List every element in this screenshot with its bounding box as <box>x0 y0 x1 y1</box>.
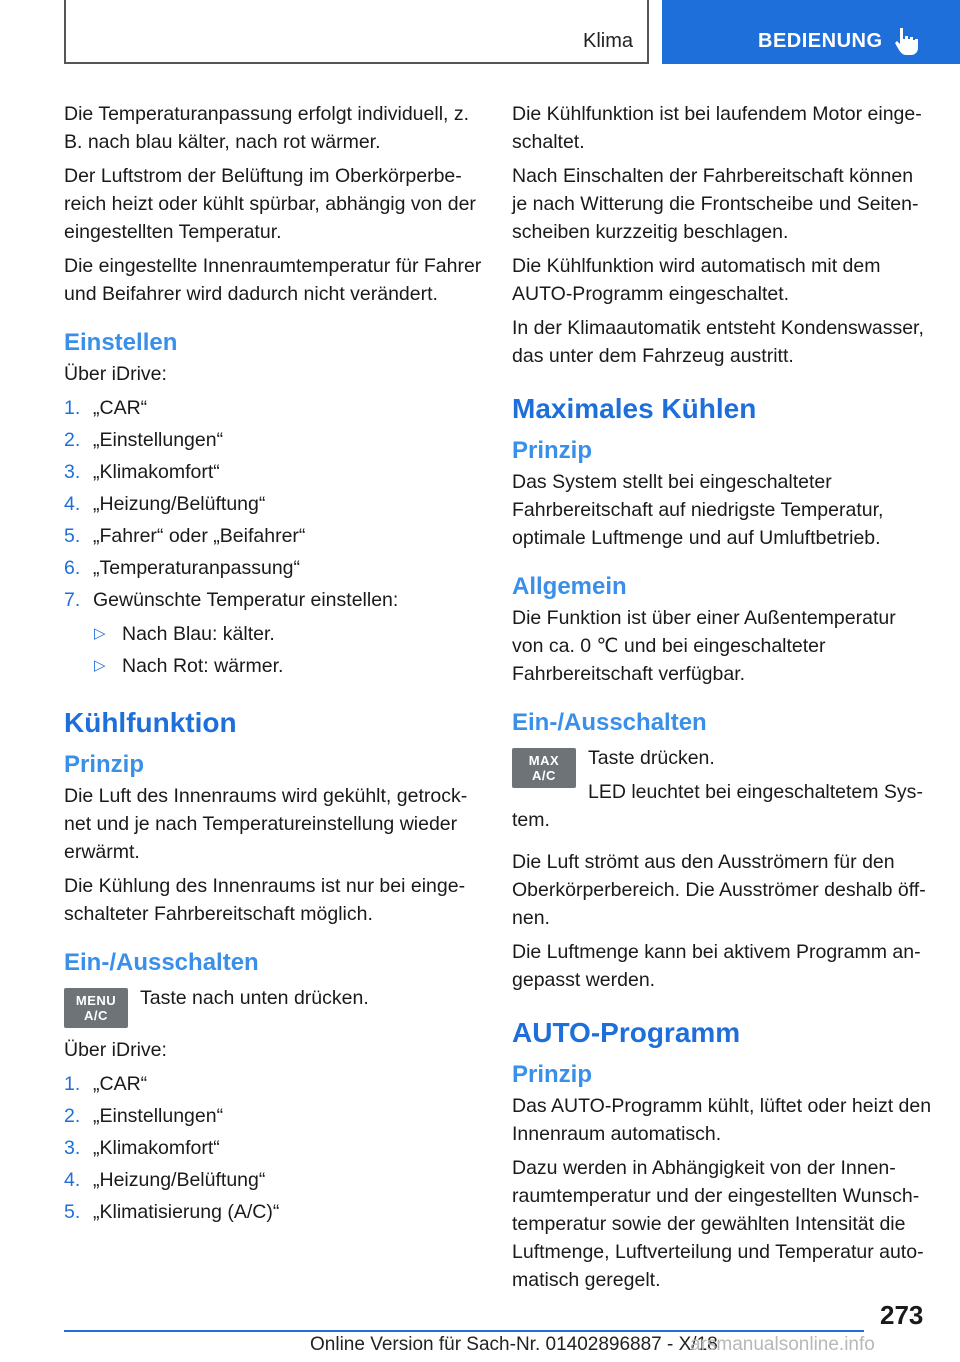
hand-pointer-icon <box>894 26 920 56</box>
list-item: 7. Gewünschte Temperatur einstellen: <box>64 589 399 611</box>
paragraph: Die Funktion ist über einer Außentemperatur von ca. 0 ℃ und bei eingeschalteter Fahrbereitschaft verfügbar. <box>512 607 896 685</box>
heading-allgemein: Allgemein <box>512 573 627 600</box>
list-item: 1. „CAR“ <box>64 397 148 419</box>
heading-kuehlfunktion: Kühlfunktion <box>64 707 237 738</box>
heading-prinzip: Prinzip <box>512 1061 593 1088</box>
right-column <box>512 100 932 1300</box>
paragraph: Die Kühlung des Innenraums ist nur bei eingeschalteter Fahrbereitschaft möglich. <box>64 875 466 925</box>
chapter-box <box>64 0 649 64</box>
heading-prinzip: Prinzip <box>512 437 593 464</box>
button-instruction <box>512 744 932 840</box>
paragraph: Die Luftmenge kann bei aktivem Programm angepasst werden. <box>512 941 921 991</box>
paragraph: Die Temperaturanpassung erfolgt individuell, z. B. nach blau kälter, nach rot wärmer. <box>64 103 470 153</box>
heading-auto-programm: AUTO-Programm <box>512 1017 741 1048</box>
paragraph: Die Kühlfunktion ist bei laufendem Motor eingeschaltet. <box>512 103 922 153</box>
max-ac-button-image: MAX A/C <box>512 748 576 788</box>
paragraph: Taste nach unten drücken. <box>140 987 369 1009</box>
list-item: 5. „Klimatisierung (A/C)“ <box>64 1201 280 1223</box>
list-item: 3. „Klimakomfort“ <box>64 461 220 483</box>
paragraph: Das System stellt bei eingeschalteter Fahrbereitschaft auf niedrigste Temperatur, optimale Luftmenge und auf Umluftbetrieb. <box>512 471 884 549</box>
heading-prinzip: Prinzip <box>64 751 145 778</box>
footer-divider <box>64 1330 864 1332</box>
paragraph: Über iDrive: <box>64 363 167 385</box>
footer-version: Online Version für Sach-Nr. 01402896887 - X/18 <box>310 1334 718 1355</box>
paragraph: Der Luftstrom der Belüftung im Oberkörperbereich heizt oder kühlt spürbar, abhängig von der eingestellten Temperatur. <box>64 165 476 243</box>
page-number: 273 <box>880 1300 924 1330</box>
paragraph: Das AUTO-Programm kühlt, lüftet oder heizt den Innenraum automatisch. <box>512 1095 932 1145</box>
list-item: 2. „Einstellungen“ <box>64 429 224 451</box>
triangle-bullet-icon: ▷ <box>94 625 106 642</box>
paragraph: Dazu werden in Abhängigkeit von der Innenraumtemperatur und der eingestellten Wunschtemperatur sowie der gewählten Intensität die Luftmenge, Luftverteilung und Temperatur automatisch geregelt. <box>512 1157 924 1291</box>
section-tab[interactable] <box>662 0 960 64</box>
paragraph: Nach Einschalten der Fahrbereitschaft können je nach Witterung die Frontscheibe und Seitenscheiben kurzzeitig beschlagen. <box>512 165 919 243</box>
paragraph: Die eingestellte Innenraumtemperatur für Fahrer und Beifahrer wird dadurch nicht verändert. <box>64 255 482 305</box>
list-item: 2. „Einstellungen“ <box>64 1105 224 1127</box>
paragraph: Taste drücken. <box>588 747 715 769</box>
heading-einstellen: Einstellen <box>64 329 178 356</box>
list-item: 4. „Heizung/Belüftung“ <box>64 1169 266 1191</box>
menu-ac-button-image: MENU A/C <box>64 988 128 1028</box>
list-item: 3. „Klimakomfort“ <box>64 1137 220 1159</box>
heading-ein-ausschalten: Ein-/Ausschalten <box>64 949 259 976</box>
step-list-einstellen <box>64 394 484 618</box>
paragraph: Über iDrive: <box>64 1039 167 1061</box>
triangle-bullet-icon: ▷ <box>94 657 106 674</box>
list-item: 4. „Heizung/Belüftung“ <box>64 493 266 515</box>
section-title: BEDIENUNG <box>758 30 883 52</box>
paragraph: Die Luft strömt aus den Ausströmern für den Oberkörperbereich. Die Ausströmer deshalb öffnen. <box>512 851 926 929</box>
chapter-title: Klima <box>582 30 633 52</box>
paragraph: In der Klimaautomatik entsteht Kondenswasser, das unter dem Fahrzeug austritt. <box>512 317 924 367</box>
list-item: 1. „CAR“ <box>64 1073 148 1095</box>
watermark: arsmanualsonline.info <box>690 1334 875 1355</box>
list-item: 5. „Fahrer“ oder „Beifahrer“ <box>64 525 306 547</box>
paragraph: Die Kühlfunktion wird automatisch mit dem AUTO-Programm eingeschaltet. <box>512 255 881 305</box>
heading-ein-ausschalten: Ein-/Ausschalten <box>512 709 707 736</box>
list-item: ▷ Nach Rot: wärmer. <box>64 652 484 684</box>
page-header <box>0 0 960 66</box>
list-item: 6. „Temperaturanpassung“ <box>64 557 301 579</box>
left-column <box>64 100 484 1230</box>
step-list-kuehlfunktion <box>64 1070 484 1230</box>
paragraph: Die Luft des Innenraums wird gekühlt, getrocknet und je nach Temperatureinstellung wieder erwärmt. <box>64 785 468 863</box>
bullet-list <box>64 620 484 684</box>
heading-maximales-kuehlen: Maximales Kühlen <box>512 393 757 424</box>
list-item: ▷ Nach Blau: kälter. <box>64 620 484 652</box>
paragraph: LED leuchtet bei eingeschaltetem System. <box>512 781 923 831</box>
button-instruction <box>64 984 484 1028</box>
